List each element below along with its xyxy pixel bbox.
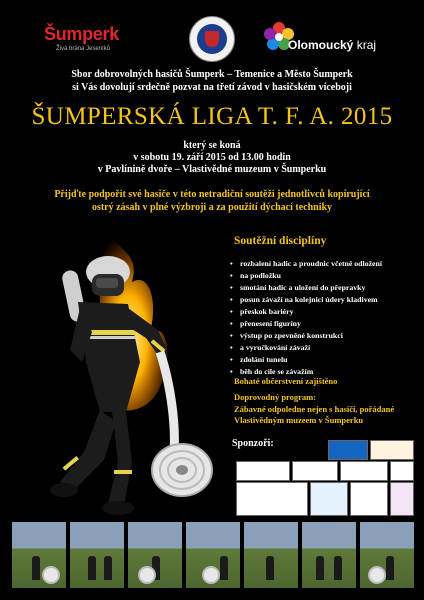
- discipline-item: • přenesení figuríny: [230, 318, 415, 330]
- discipline-item: • běh do cíle se závažím: [230, 366, 415, 378]
- sponsor-logo: [292, 461, 338, 481]
- sponsor-logo: [236, 482, 308, 516]
- event-date-place: [0, 140, 424, 176]
- refreshment-note: Bohaté občerstvení zajištěno: [234, 376, 338, 386]
- olomouc-logo-name-rest: kraj: [353, 38, 377, 52]
- organizer-line-1: Sbor dobrovolných hasičů Šumperk – Temenice a Město Šumperk: [71, 69, 353, 80]
- invite-line-2: ostrý zásah v plné výzbroji a za použití dýchací techniky: [91, 202, 333, 213]
- sponsor-logo: [340, 461, 388, 481]
- discipline-item: • zdolání tunelu: [230, 354, 415, 366]
- program-line-2: Vlastivědným muzeem v Šumperku: [234, 415, 364, 425]
- sponsor-logo: [236, 461, 290, 481]
- event-photo: [12, 522, 66, 588]
- event-title: ŠUMPERSKÁ LIGA T. F. A. 2015: [31, 103, 393, 130]
- program-line-1: Zábavné odpoledne nejen s hasiči, pořádané: [234, 404, 395, 414]
- sumperk-logo: [44, 24, 119, 52]
- sponsor-logo: [310, 482, 348, 516]
- discipline-item: • rozbalení hadic a proudnic včetně odložení: [230, 258, 415, 270]
- sponsor-logo: [350, 482, 388, 516]
- sponsor-logo: [390, 482, 414, 516]
- olomouc-logo-name: [288, 38, 376, 52]
- when-line-3: v Pavlíninĕ dvoře – Vlastivědné muzeum v Šumperku: [97, 164, 327, 175]
- discipline-item: • a vyručkování závaží: [230, 342, 415, 354]
- event-photo-strip: [12, 522, 414, 588]
- organizer-text: [0, 68, 424, 94]
- fire-brigade-seal-logo: [189, 16, 235, 62]
- program-heading: Doprovodný program:: [234, 392, 317, 402]
- sponsor-logo: [328, 440, 368, 460]
- invite-line-1: Přijďte podpořit své hasiče v této netradiční soutěži jednotlivců kopírující: [54, 189, 370, 200]
- sumperk-logo-name: Šumperk: [44, 24, 119, 44]
- disciplines-list: [230, 258, 415, 378]
- event-photo: [128, 522, 182, 588]
- discipline-item: • smotání hadic a uložení do přepravky: [230, 282, 415, 294]
- sponsors-title: Sponzoři:: [232, 438, 274, 449]
- disciplines-title: Soutěžní disciplíny: [234, 235, 327, 247]
- olomouc-logo-name-bold: Olomoucký: [288, 38, 354, 52]
- when-line-1: který se koná: [183, 140, 241, 151]
- when-line-2: v sobotu 19. září 2015 od 13.00 hodin: [133, 152, 291, 163]
- event-photo: [70, 522, 124, 588]
- firefighter-image: [0, 212, 224, 522]
- event-photo: [302, 522, 356, 588]
- discipline-item: • posun závaží na kolejnici údery kladivem: [230, 294, 415, 306]
- event-photo: [244, 522, 298, 588]
- sponsor-logo: [370, 440, 414, 460]
- event-photo: [360, 522, 414, 588]
- program-text: [234, 404, 414, 426]
- discipline-item: • výstup po zpevněné konstrukci: [230, 330, 415, 342]
- discipline-item: • na podložku: [230, 270, 415, 282]
- organizer-line-2: si Vás dovolují srdečně pozvat na třetí závod v hasičském víceboji: [72, 82, 352, 93]
- event-photo: [186, 522, 240, 588]
- sumperk-logo-subtitle: Živá brána Jeseníků: [56, 46, 111, 52]
- seal-shield-icon: [205, 31, 219, 47]
- invitation-text: [10, 188, 414, 214]
- discipline-item: • přeskok bariéry: [230, 306, 415, 318]
- sponsor-logo: [390, 461, 414, 481]
